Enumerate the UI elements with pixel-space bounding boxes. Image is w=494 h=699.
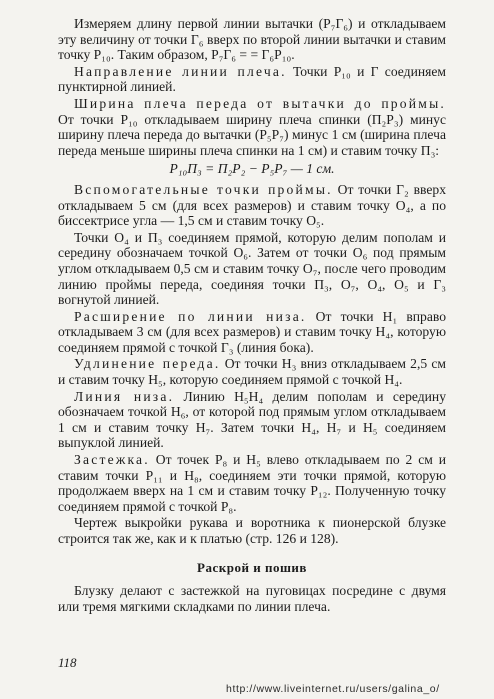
paragraph-9 <box>58 452 446 514</box>
paragraph-lead: Удлинение переда. <box>74 356 221 372</box>
paragraph-body: Блузку делают с застежкой на пуговицах посредине с двумя или тремя мягкими складками по линии плеча. <box>58 583 446 614</box>
paragraph-10 <box>58 515 446 546</box>
paragraph-lead: Расширение по линии низа. <box>74 308 307 324</box>
paragraph-11 <box>58 583 446 614</box>
watermark-url: http://www.liveinternet.ru/users/galina_o/ <box>226 683 440 695</box>
paragraph-body: Чертеж выкройки рукава и воротника к пионерской блузке строится так же, как и к платью (стр. 126 и 128). <box>58 515 446 546</box>
paragraph-body: Точки O₄ и П₃ соединяем прямой, которую делим пополам и середину обозначаем точкой O₆. Затем от точки O₆ под прямым углом откладываем 0,5 см и ставим точку O₇, после чего проводим линию проймы переда, соединяя точки П₃, O₇, O₄, O₅ и Г₃ вогнутой линией. <box>58 229 446 308</box>
paragraph-lead: Направление линии плеча. <box>74 63 287 79</box>
paragraph-body: От точки P₁₀ откладываем ширину плеча спинки (П₂P₃) минус ширину плеча переда до вытачки (P₅P₇) минус 1 см (ширина плеча переда меньше ширины плеча спинки на 1 см) и ставим точку П₃: <box>58 111 446 158</box>
paragraph-8 <box>58 389 446 451</box>
paragraph-body: Точки P₁₀ и Г соединяем пунктирной линией. <box>58 63 447 95</box>
paragraph-body: От точки H₃ вниз откладываем 2,5 см и ставим точку H₅, которую соединяем прямой с точкой H₄. <box>58 356 446 388</box>
page-text <box>58 16 446 615</box>
paragraph-body: От точек P₈ и H₅ влево откладываем по 2 см и ставим точки P₁₁ и H₈, соединяем эти точки прямой, которую продолжаем вверх на 1 см и ставим точку P₁₂. Полученную точку соединяем прямой с точкой P₈. <box>58 452 446 514</box>
paragraph-body: От точки Г₂ вверх откладываем 5 см (для всех размеров) и ставим точку O₄, а по биссектрисе угла — 1,5 см и ставим точку O₅. <box>58 181 447 229</box>
paragraph-5 <box>58 230 446 308</box>
paragraph-6 <box>58 309 446 356</box>
paragraph-lead: Вспомогательные точки проймы. <box>74 181 333 197</box>
paragraph-2 <box>58 64 446 95</box>
formula: P₁₀П₃ = П₂P₂ − P₅P₇ — 1 см. <box>169 161 335 177</box>
paragraph-body: Линию H₅H₄ делим пополам и середину обозначаем точкой H₆, от которой под прямым углом откладываем 1 см и ставим точку H₇. Затем точки H₄, H₇ и H₅ соединяем выпуклой линией. <box>58 388 446 451</box>
paragraph-lead: Застежка. <box>74 452 150 468</box>
page-number: 118 <box>58 655 77 670</box>
paragraph-1 <box>58 16 446 63</box>
paragraph-body: От точки H₁ вправо откладываем 3 см (для всех размеров) и ставим точку H₄, которую соединяем прямой с точкой Г₃ (линия бока). <box>58 308 446 355</box>
paragraph-lead: Линия низа. <box>74 388 175 404</box>
paragraph-3 <box>58 96 446 158</box>
paragraph-7 <box>58 356 446 387</box>
paragraph-lead: Ширина плеча переда от вытачки до проймы. <box>74 95 446 111</box>
paragraph-4 <box>58 182 446 229</box>
section-heading: Раскрой и пошив <box>197 559 307 575</box>
paragraph-body: Измеряем длину первой линии вытачки (P₇Г₆) и откладываем эту величину от точки Г₆ вверх по второй линии вытачки и ставим точку P₁₀. Таким образом, P₇Г₆ = = Г₆P₁₀. <box>58 16 446 63</box>
